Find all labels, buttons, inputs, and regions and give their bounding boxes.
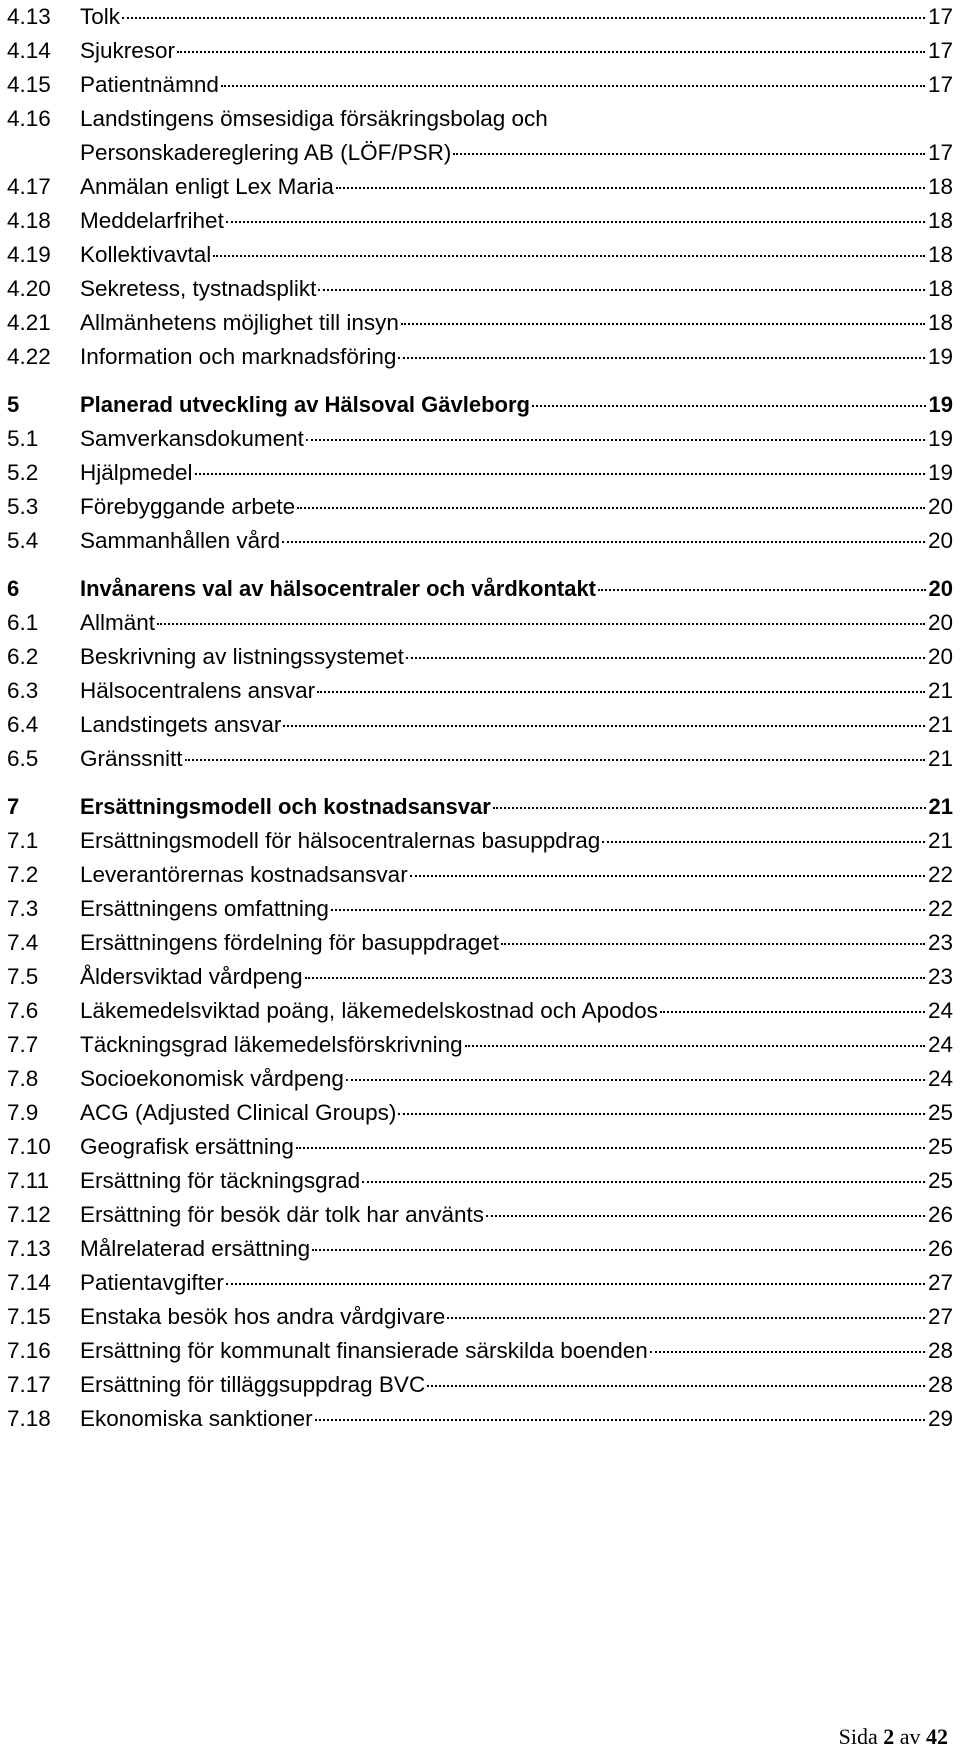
dot-leader [221,85,925,87]
dot-leader [312,1249,925,1251]
toc-title: Allmänt [80,610,156,635]
toc-page-number: 21 [927,712,953,737]
toc-title: ACG (Adjusted Clinical Groups) [80,1100,397,1125]
toc-page-number: 21 [927,678,953,703]
dot-leader [213,255,925,257]
toc-entry-4-13[interactable] [7,0,953,34]
toc-title: Hälsocentralens ansvar [80,678,316,703]
toc-title: Samverkansdokument [80,426,304,451]
toc-entry-7-5[interactable] [7,960,953,994]
toc-page-number: 26 [927,1202,953,1227]
dot-leader [177,51,925,53]
toc-title: Planerad utveckling av Hälsoval Gävleborg [80,392,530,417]
toc-number: 4.22 [7,344,51,369]
toc-title: Anmälan enligt Lex Maria [80,174,334,199]
dot-leader [226,1283,925,1285]
toc-number: 5.2 [7,460,39,485]
toc-number: 4.17 [7,174,51,199]
toc-page-number: 25 [927,1100,953,1125]
toc-entry-7-9[interactable] [7,1096,953,1130]
dot-leader [305,977,925,979]
toc-page-number: 18 [927,276,953,301]
toc-page-number: 27 [927,1270,953,1295]
toc-entry-6-5[interactable] [7,742,953,776]
toc-number: 5.3 [7,494,39,519]
toc-page-number: 22 [927,862,953,887]
toc-entry-7-11[interactable] [7,1164,953,1198]
dot-leader [598,589,926,591]
dot-leader [318,289,925,291]
toc-entry-7-3[interactable] [7,892,953,926]
toc-title: Invånarens val av hälsocentraler och vårdkontakt [80,576,597,601]
toc-title: Hjälpmedel [80,460,193,485]
toc-number: 7.2 [7,862,39,887]
dot-leader [157,623,925,625]
dot-leader [362,1181,925,1183]
toc-entry-4-22[interactable] [7,340,953,374]
toc-entry-5-3[interactable] [7,490,953,524]
toc-title: Landstingens ömsesidiga försäkringsbolag och [80,106,548,131]
toc-entry-4-18[interactable] [7,204,953,238]
dot-leader [410,875,925,877]
toc-entry-7-15[interactable] [7,1300,953,1334]
toc-title: Patientavgifter [80,1270,224,1295]
toc-title: Ekonomiska sanktioner [80,1406,313,1431]
toc-entry-6-1[interactable] [7,606,953,640]
toc-entry-4-20[interactable] [7,272,953,306]
toc-page-number: 18 [927,174,953,199]
toc-entry-4-19[interactable] [7,238,953,272]
toc-chapter-6[interactable] [7,572,953,606]
toc-title: Tolk [80,4,121,29]
toc-number: 4.20 [7,276,51,301]
toc-entry-7-4[interactable] [7,926,953,960]
toc-number: 4.19 [7,242,51,267]
toc-number: 7.17 [7,1372,51,1397]
toc-title: Sjukresor [80,38,176,63]
dot-leader [317,691,925,693]
toc-entry-7-12[interactable] [7,1198,953,1232]
toc-entry-7-6[interactable] [7,994,953,1028]
toc-number: 6.3 [7,678,39,703]
footer-total-pages: 42 [926,1724,948,1749]
dot-leader [453,153,925,155]
toc-page-number: 25 [927,1134,953,1159]
toc-number: 7.3 [7,896,39,921]
toc-entry-4-15[interactable] [7,68,953,102]
toc-entry-7-17[interactable] [7,1368,953,1402]
toc-number: 6.5 [7,746,39,771]
toc-title: Information och marknadsföring [80,344,397,369]
toc-page-number: 20 [928,576,953,601]
dot-leader [532,405,926,407]
toc-page-number: 17 [927,140,953,165]
toc-title: Ersättning för kommunalt finansierade särskilda boenden [80,1338,648,1363]
page-footer [839,1724,948,1750]
toc-page-number: 23 [927,964,953,989]
toc-title: Leverantörernas kostnadsansvar [80,862,408,887]
toc-number: 7.14 [7,1270,51,1295]
toc-page-number: 27 [927,1304,953,1329]
toc-title: Ersättningens fördelning för basuppdraget [80,930,500,955]
toc-number: 6.2 [7,644,39,669]
toc-title: Sekretess, tystnadsplikt [80,276,317,301]
toc-entry-7-7[interactable] [7,1028,953,1062]
toc-page-number: 19 [927,426,953,451]
dot-leader [406,657,925,659]
toc-entry-7-13[interactable] [7,1232,953,1266]
toc-page-number: 20 [927,644,953,669]
toc-number: 7.15 [7,1304,51,1329]
toc-number: 7.4 [7,930,39,955]
toc-title: Åldersviktad vårdpeng [80,964,303,989]
toc-page-number: 25 [927,1168,953,1193]
toc-page-number: 19 [927,460,953,485]
toc-title: Socioekonomisk vårdpeng [80,1066,344,1091]
toc-title: Allmänhetens möjlighet till insyn [80,310,399,335]
toc-entry-7-2[interactable] [7,858,953,892]
toc-number: 7.5 [7,964,39,989]
toc-entry-7-14[interactable] [7,1266,953,1300]
toc-entry-5-1[interactable] [7,422,953,456]
toc-page-number: 28 [927,1338,953,1363]
toc-number: 4.13 [7,4,51,29]
dot-leader [282,541,925,543]
toc-number: 4.15 [7,72,51,97]
toc-page-number: 24 [927,1032,953,1057]
toc-page-number: 17 [927,4,953,29]
toc-page-number: 17 [927,72,953,97]
toc-number: 4.21 [7,310,51,335]
toc-page-number: 18 [927,208,953,233]
toc-entry-7-10[interactable] [7,1130,953,1164]
toc-page-number: 20 [927,494,953,519]
toc-entry-7-8[interactable] [7,1062,953,1096]
toc-entry-4-17[interactable] [7,170,953,204]
toc-title: Ersättning för besök där tolk har använts [80,1202,484,1227]
toc-title: Sammanhållen vård [80,528,281,553]
dot-leader [493,807,926,809]
footer-prefix: Sida [838,1724,878,1749]
toc-page-number: 18 [927,242,953,267]
toc-page-number: 19 [928,392,953,417]
dot-leader [306,439,925,441]
dot-leader [296,1147,925,1149]
toc-title-continued: Personskadereglering AB (LÖF/PSR) [80,140,452,165]
toc-title: Meddelarfrihet [80,208,224,233]
toc-title: Enstaka besök hos andra vårdgivare [80,1304,446,1329]
dot-leader [283,725,925,727]
toc-title: Gränssnitt [80,746,183,771]
footer-separator: av [899,1724,921,1749]
toc-page-number: 20 [927,528,953,553]
toc-title: Geografisk ersättning [80,1134,294,1159]
toc-page-number: 24 [927,998,953,1023]
dot-leader [122,17,925,19]
toc-number: 7.11 [7,1168,50,1193]
toc-number: 7.9 [7,1100,39,1125]
dot-leader [331,909,925,911]
toc-title: Förebyggande arbete [80,494,296,519]
toc-number: 7.7 [7,1032,39,1057]
toc-title: Ersättning för tilläggsuppdrag BVC [80,1372,426,1397]
toc-entry-4-14[interactable] [7,34,953,68]
toc-entry-4-16[interactable] [7,102,953,170]
toc-number: 7.18 [7,1406,51,1431]
toc-number: 4.18 [7,208,51,233]
toc-page-number: 26 [927,1236,953,1261]
toc-entry-5-4[interactable] [7,524,953,558]
toc-page-number: 21 [927,828,953,853]
dot-leader [297,507,925,509]
toc-chapter-5[interactable] [7,388,953,422]
toc-number: 5.4 [7,528,39,553]
toc-page-number: 17 [927,38,953,63]
toc-title: Ersättningsmodell för hälsocentralernas basuppdrag [80,828,601,853]
toc-entry-7-16[interactable] [7,1334,953,1368]
dot-leader [501,943,925,945]
toc-page-number: 29 [927,1406,953,1431]
dot-leader [346,1079,925,1081]
dot-leader [660,1011,925,1013]
toc-title: Ersättningens omfattning [80,896,329,921]
toc-page-number: 18 [927,310,953,335]
toc-number: 6.4 [7,712,39,737]
toc-entry-7-18[interactable] [7,1402,953,1436]
table-of-contents [7,0,953,1436]
toc-number: 5 [7,392,20,417]
toc-title: Ersättning för täckningsgrad [80,1168,361,1193]
toc-title: Läkemedelsviktad poäng, läkemedelskostnad och Apodos [80,998,658,1023]
toc-entry-6-3[interactable] [7,674,953,708]
dot-leader [427,1385,925,1387]
toc-number: 4.16 [7,106,51,131]
dot-leader [486,1215,925,1217]
toc-number: 7.13 [7,1236,51,1261]
toc-number: 7.12 [7,1202,51,1227]
toc-entry-6-4[interactable] [7,708,953,742]
toc-number: 4.14 [7,38,51,63]
toc-number: 7.10 [7,1134,51,1159]
toc-page-number: 19 [927,344,953,369]
toc-entry-4-21[interactable] [7,306,953,340]
dot-leader [447,1317,925,1319]
toc-entry-7-1[interactable] [7,824,953,858]
toc-title: Landstingets ansvar [80,712,282,737]
dot-leader [401,323,925,325]
dot-leader [465,1045,925,1047]
dot-leader [315,1419,925,1421]
toc-number: 7 [7,794,20,819]
toc-title: Målrelaterad ersättning [80,1236,311,1261]
toc-number: 7.8 [7,1066,39,1091]
toc-page-number: 21 [927,746,953,771]
toc-number: 5.1 [7,426,39,451]
toc-number: 7.1 [7,828,39,853]
toc-number: 7.6 [7,998,39,1023]
toc-title: Patientnämnd [80,72,219,97]
toc-title: Kollektivavtal [80,242,212,267]
dot-leader [336,187,925,189]
toc-title: Beskrivning av listningssystemet [80,644,404,669]
toc-page-number: 23 [927,930,953,955]
dot-leader [650,1351,925,1353]
footer-current-page: 2 [883,1724,895,1749]
toc-chapter-7[interactable] [7,790,953,824]
toc-title: Ersättningsmodell och kostnadsansvar [80,794,491,819]
dot-leader [398,357,925,359]
toc-number: 7.16 [7,1338,51,1363]
toc-entry-6-2[interactable] [7,640,953,674]
toc-page-number: 22 [927,896,953,921]
toc-page-number: 24 [927,1066,953,1091]
toc-entry-5-2[interactable] [7,456,953,490]
toc-number: 6 [7,576,20,601]
toc-page-number: 20 [927,610,953,635]
toc-title-line2 [80,136,953,170]
dot-leader [195,473,925,475]
dot-leader [398,1113,925,1115]
toc-page-number: 28 [927,1372,953,1397]
dot-leader [226,221,925,223]
toc-title-block [80,102,953,170]
dot-leader [602,841,925,843]
dot-leader [185,759,925,761]
toc-title: Täckningsgrad läkemedelsförskrivning [80,1032,463,1057]
toc-page-number: 21 [928,794,953,819]
toc-number: 6.1 [7,610,39,635]
